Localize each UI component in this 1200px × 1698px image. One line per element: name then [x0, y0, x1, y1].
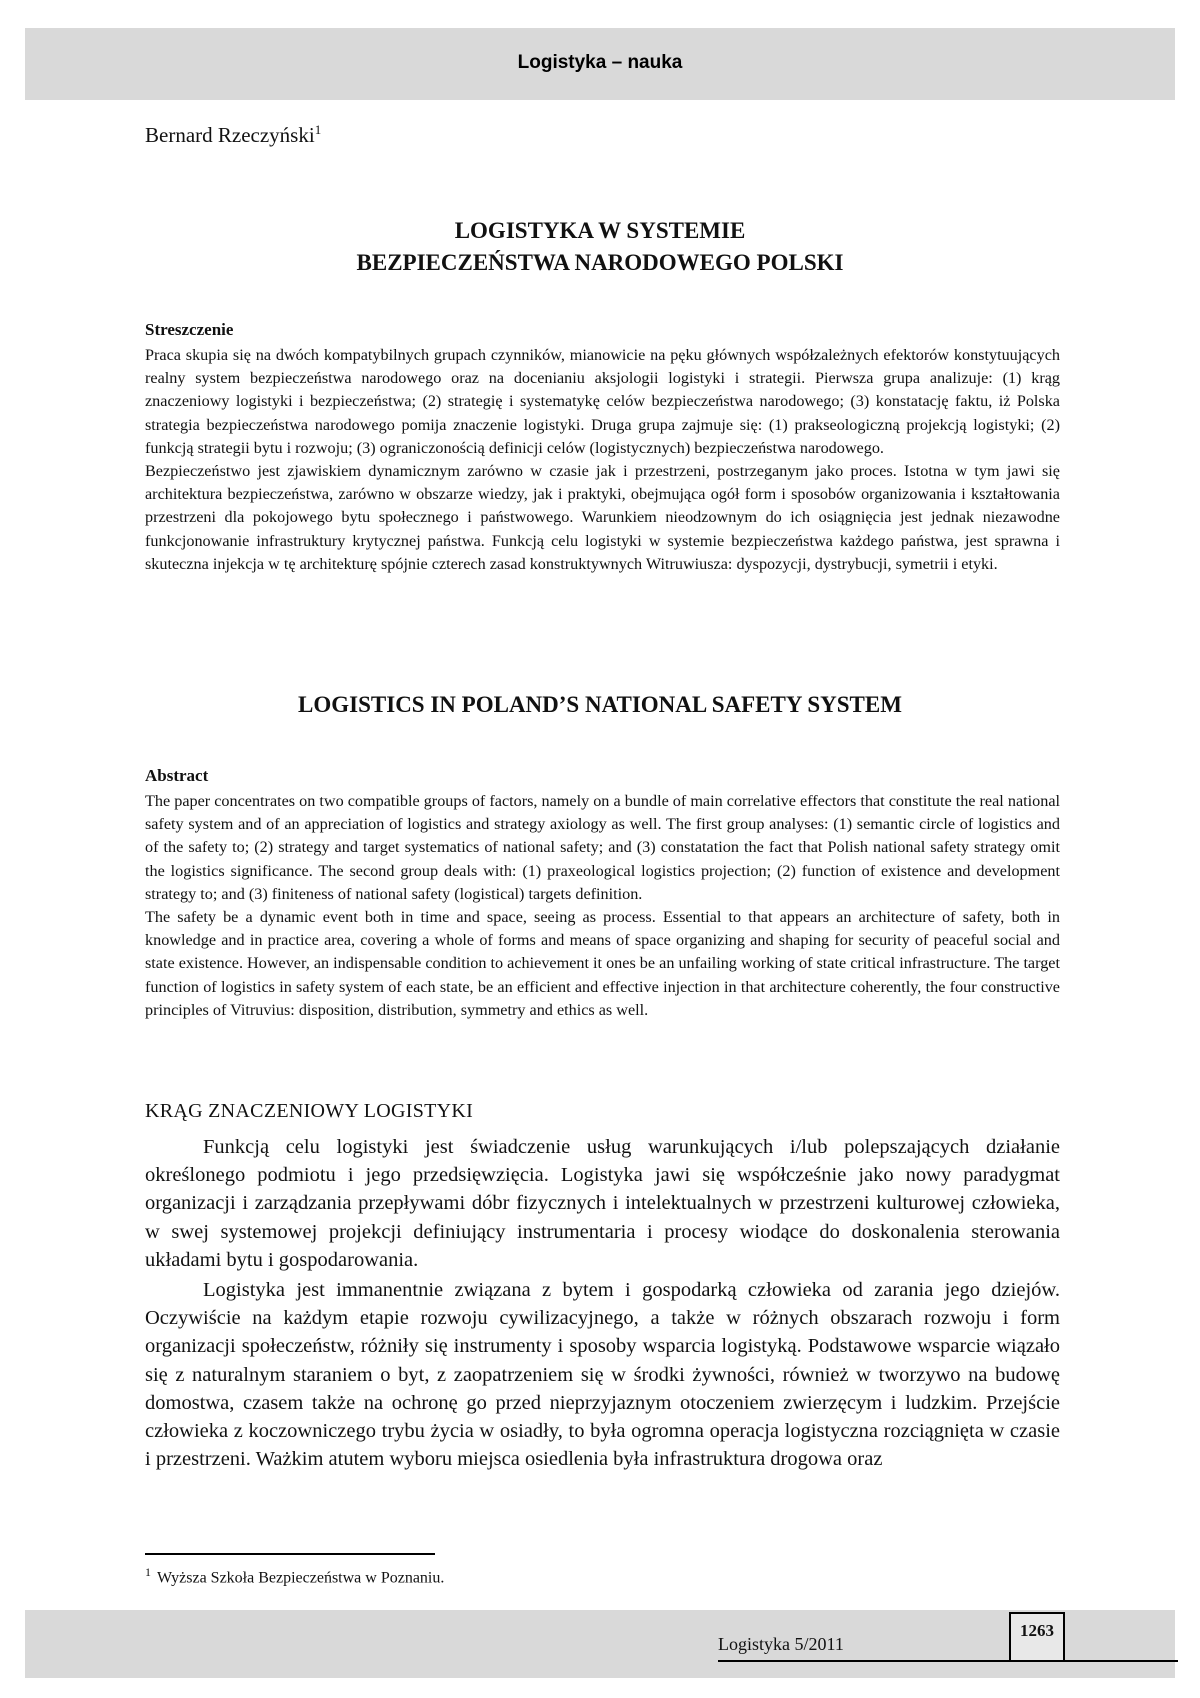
- footnote-text: Wyższa Szkoła Bezpieczeństwa w Poznaniu.: [157, 1569, 445, 1587]
- author-line: [145, 122, 321, 148]
- streszczenie-body: [145, 344, 1060, 576]
- title-pl-line-2: BEZPIECZEŃSTWA NARODOWEGO POLSKI: [356, 250, 844, 275]
- author-footnote-mark: 1: [314, 122, 322, 137]
- running-footer: [25, 1610, 1175, 1678]
- footnote-separator: [145, 1553, 435, 1555]
- page-number: 1263: [1009, 1612, 1065, 1662]
- body-text: [145, 1133, 1060, 1475]
- body-paragraph-1: Funkcją celu logistyki jest świadczenie usług warunkujących i/lub polepszających działanie określonego podmiotu i jego przedsięwzięcia. Logistyka jawi się współcześnie jako nowy paradygmat organizacji i zarządzania przepływami dóbr fizycznych i intelektualnych w przestrzeni kulturowej człowieka, w swej systemowej projekcji definiujący instrumentaria i procesy wiodące do doskonalenia sterowania układami bytu i gospodarowania.: [145, 1136, 1060, 1271]
- abstract-body: [145, 790, 1060, 1022]
- section-heading: KRĄG ZNACZENIOWY LOGISTYKI: [145, 1100, 474, 1122]
- footnote: [145, 1565, 444, 1587]
- abstract-paragraph-1: The paper concentrates on two compatible groups of factors, namely on a bundle of main correlative effectors that constitute the real national safety system and of an appreciation of logistics and strategy axiology as well. The first group analyses: (1) semantic circle of logistics and of the safety to; (2) strategy and target systematics of national safety; and (3) constatation the fact that Polish national safety strategy omit the logistics significance. The second group deals with: (1) praxeological logistics projection; (2) function of existence and development strategy to; and (3) finiteness of national safety (logistical) targets definition.: [145, 792, 1060, 903]
- article-title-polish: [145, 215, 1055, 279]
- streszczenie-label: Streszczenie: [145, 320, 234, 339]
- running-header-title: Logistyka – nauka: [517, 52, 683, 73]
- streszczenie-paragraph-2: Bezpieczeństwo jest zjawiskiem dynamicznym zarówno w czasie jak i przestrzeni, postrzeganym jako proces. Istotna w tym jawi się architektura bezpieczeństwa, zarówno w obszarze wiedzy, jak i praktyki, obejmująca ogół form i sposobów organizowania i kształtowania przestrzeni dla pokojowego bytu społecznego i państwowego. Warunkiem nieodzownym do ich osiągnięcia jest jednak niezawodne funkcjonowanie infrastruktury krytycznej państwa. Funkcją celu logistyki w systemie bezpieczeństwa każdego państwa, jest sprawna i skuteczna injekcja w tę architekturę spójnie czterech zasad konstruktywnych Witruwiusza: dyspozycji, dystrybucji, symetrii i etyki.: [145, 462, 1060, 573]
- body-paragraph-2: Logistyka jest immanentnie związana z bytem i gospodarką człowieka od zarania jego dziejów. Oczywiście na każdym etapie rozwoju cywilizacyjnego, a także w różnych obszarach rozwoju i form organizacji społeczeństw, różniły się instrumenty i sposoby wsparcia logistyką. Podstawowe wsparcie wiązało się z naturalnym staraniem o byt, z zaopatrzeniem się w środki żywności, również w tworzywo na budowę domostwa, czasem także na ochronę go przed nieprzyjaznym otoczeniem zwierzęcym i ludzkim. Przejście człowieka z koczowniczego trybu życia w osiadły, to była ogromna operacja logistyczna rozciągnięta w czasie i przestrzeni. Ważkim atutem wyboru miejsca osiedlenia była infrastruktura drogowa oraz: [145, 1279, 1060, 1471]
- streszczenie-paragraph-1: Praca skupia się na dwóch kompatybilnych grupach czynników, mianowicie na pęku głównych współzależnych efektorów konstytuujących realny system bezpieczeństwa narodowego oraz na docenianiu aksjologii logistyki i strategii. Pierwsza grupa analizuje: (1) krąg znaczeniowy logistyki i bezpieczeństwa; (2) strategię i systematykę celów bezpieczeństwa narodowego; (3) konstatację faktu, iż Polska strategia bezpieczeństwa narodowego pomija znaczenie logistyki. Druga grupa zajmuje się: (1) prakseologiczną projekcją logistyki; (2) funkcją strategii bytu i rozwoju; (3) ograniczonością definicji celów (logistycznych) bezpieczeństwa narodowego.: [145, 346, 1060, 457]
- abstract-paragraph-2: The safety be a dynamic event both in time and space, seeing as process. Essential to that appears an architecture of safety, both in knowledge and in practice area, covering a whole of forms and means of space organizing and shaping for security of peaceful social and state existence. However, an indispensable condition to achievement it ones be an unfailing working of state critical infrastructure. The target function of logistics in safety system of each state, be an efficient and effective injection in that architecture coherently, the four constructive principles of Vitruvius: disposition, distribution, symmetry and ethics as well.: [145, 908, 1060, 1019]
- author-name: Bernard Rzeczyński: [145, 123, 315, 147]
- running-header: [25, 28, 1175, 100]
- article-title-english: LOGISTICS IN POLAND’S NATIONAL SAFETY SYSTEM: [298, 692, 902, 717]
- footer-journal-name: Logistyka 5/2011: [718, 1634, 844, 1654]
- footnote-mark: 1: [145, 1565, 151, 1579]
- footer-rule: [718, 1660, 1178, 1662]
- abstract-label: Abstract: [145, 766, 209, 785]
- title-pl-line-1: LOGISTYKA W SYSTEMIE: [454, 218, 746, 243]
